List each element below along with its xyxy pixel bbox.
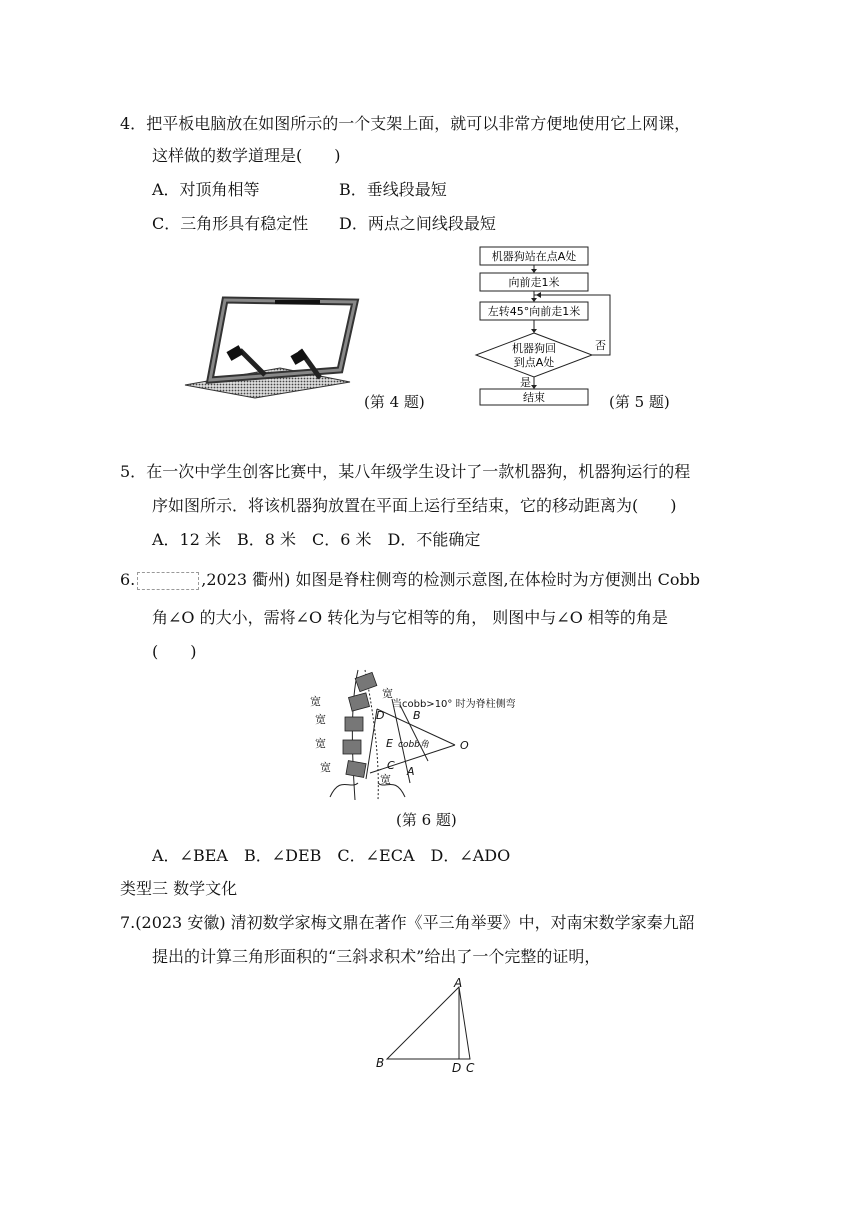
q4-option-b: B．垂线段最短 <box>339 180 447 199</box>
flow-decision-text-2: 到点A处 <box>513 356 555 369</box>
wide-label-6: 宽 <box>380 773 391 786</box>
flow-decision-text-1: 机器狗回 <box>512 342 556 355</box>
q6-source-placeholder <box>137 572 199 590</box>
section-title: 类型三 数学文化 <box>120 879 238 898</box>
q4-option-d: D．两点之间线段最短 <box>339 214 496 233</box>
vertex-d: D <box>452 1061 462 1075</box>
q4-line2: 这样做的数学道理是( ) <box>152 146 341 165</box>
flow-start-text: 机器狗站在点A处 <box>491 250 577 263</box>
flow-decision <box>476 333 592 377</box>
q6-source: ,2023 衢州) <box>201 570 291 589</box>
q7-source: (2023 安徽) <box>135 913 226 932</box>
flow-end-text: 结束 <box>523 391 545 404</box>
q6-text-1: 如图是脊柱侧弯的检测示意图,在体检时为方便测出 Cobb <box>295 570 701 589</box>
flow-step1-text: 向前走1米 <box>508 276 560 289</box>
wide-label-1: 宽 <box>310 695 321 708</box>
flowchart <box>470 243 630 413</box>
q6-options: A．∠BEA B．∠DEB C．∠ECA D．∠ADO <box>152 846 511 865</box>
q6-line2: 角∠O 的大小，需将∠O 转化为与它相等的角， 则图中与∠O 相等的角是 <box>152 608 668 627</box>
q6-line3: ( ) <box>152 642 197 661</box>
point-o: O <box>460 739 469 752</box>
q5-options: A．12 米 B．8 米 C．6 米 D．不能确定 <box>152 530 481 549</box>
point-d: D <box>376 709 385 722</box>
flow-yes-label: 是 <box>520 376 531 389</box>
q6-number: 6. <box>120 570 136 589</box>
q7-number: 7. <box>120 913 136 932</box>
q6-line1 <box>120 570 700 590</box>
vertex-c: C <box>466 1061 475 1075</box>
flow-step2-text: 左转45°向前走1米 <box>487 305 581 318</box>
q5-line1 <box>120 462 690 482</box>
q4-option-c: C．三角形具有稳定性 <box>152 214 309 233</box>
wide-label-4: 宽 <box>320 761 331 774</box>
flow-no-label: 否 <box>595 339 606 352</box>
point-e: E <box>386 737 393 750</box>
q5-number: 5． <box>120 462 147 481</box>
wide-label-2: 宽 <box>315 713 326 726</box>
q7-line1 <box>120 913 695 933</box>
q4-option-a: A．对顶角相等 <box>152 180 260 199</box>
q4-text-1: 把平板电脑放在如图所示的一个支架上面，就可以非常方便地使用它上网课， <box>146 114 691 133</box>
q4-caption: (第 4 题) <box>364 393 425 411</box>
point-c: C <box>387 759 395 772</box>
point-a: A <box>407 765 415 778</box>
q4-line1 <box>120 114 690 134</box>
vertex-b: B <box>376 1056 385 1070</box>
vertex-a: A <box>454 976 463 990</box>
q6-caption: (第 6 题) <box>396 811 457 829</box>
wide-label-5: 宽 <box>382 687 393 700</box>
scoliosis-note: 当cobb>10° 时为脊柱侧弯 <box>392 699 516 710</box>
q7-text-1: 清初数学家梅文鼎在著作《平三角举要》中，对南宋数学家秦九韶 <box>230 913 695 932</box>
q5-caption: (第 5 题) <box>609 393 670 411</box>
q5-line2: 序如图所示．将该机器狗放置在平面上运行至结束，它的移动距离为( ) <box>152 496 677 515</box>
wide-label-3: 宽 <box>315 737 326 750</box>
spine-figure <box>310 665 550 805</box>
triangle-figure <box>370 978 490 1078</box>
cobb-angle-label: cobb角 <box>398 740 429 750</box>
q4-number: 4． <box>120 114 147 133</box>
tablet-stand-image <box>180 290 360 400</box>
q7-line2: 提出的计算三角形面积的“三斜求积术”给出了一个完整的证明， <box>152 947 601 966</box>
point-b: B <box>413 709 421 722</box>
q5-text-1: 在一次中学生创客比赛中，某八年级学生设计了一款机器狗，机器狗运行的程 <box>146 462 691 481</box>
